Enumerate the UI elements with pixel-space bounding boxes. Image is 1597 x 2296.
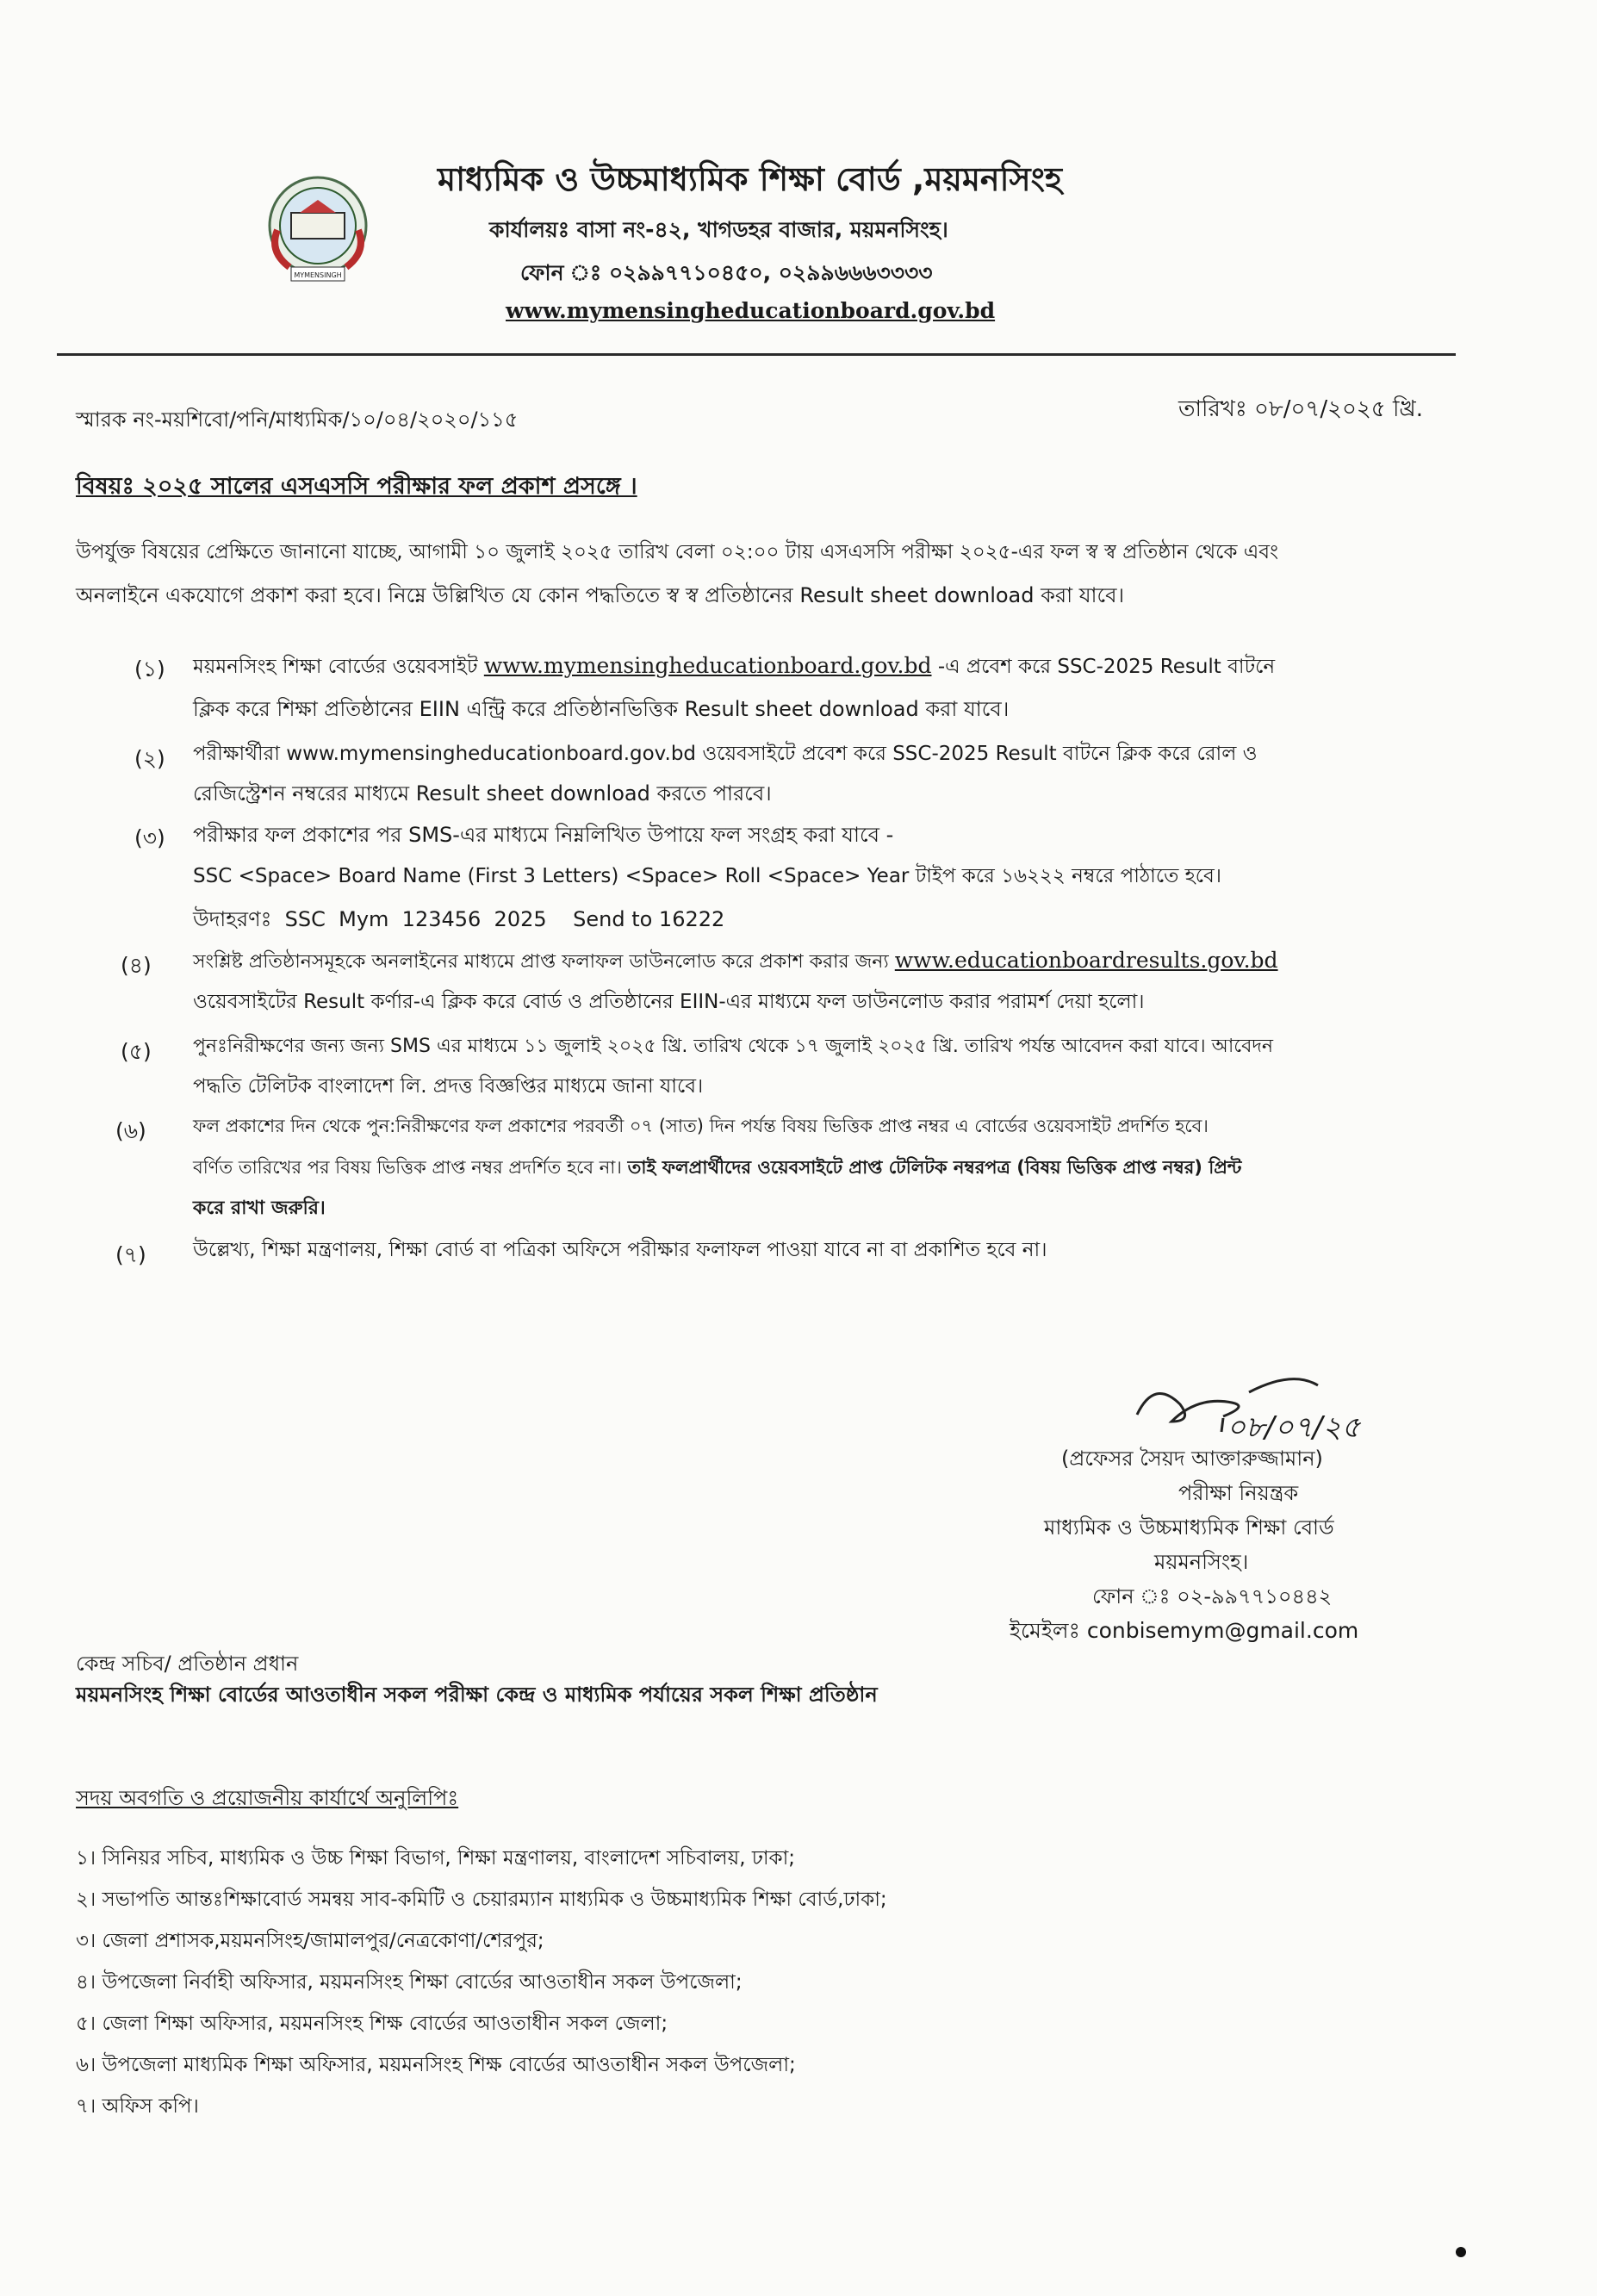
item-1-text-post: -এ প্রবেশ করে SSC-2025 Result বাটনে [937, 656, 1276, 678]
copy-item: ৩। জেলা প্রশাসক,ময়মনসিংহ/জামালপুর/নেত্রকোণা/শেরপুর; [76, 1930, 544, 1952]
copy-item: ২। সভাপতি আন্তঃশিক্ষাবোর্ড সমন্বয় সাব-কমিটি ও চেয়ারম্যান মাধ্যমিক ও উচ্চমাধ্যমিক শিক্ষা বোর্ড,ঢাকা; [76, 1888, 887, 1911]
board-website-link[interactable]: www.mymensingheducationboard.gov.bd [506, 298, 996, 323]
signatory-office: মাধ্যমিক ও উচ্চমাধ্যমিক শিক্ষা বোর্ড [1044, 1515, 1334, 1540]
item-6-text: বর্ণিত তারিখের পর বিষয় ভিত্তিক প্রাপ্ত নম্বর প্রদর্শিত হবে না। [193, 1157, 622, 1178]
copy-heading: সদয় অবগতি ও প্রয়োজনীয় কার্যার্থে অনুলিপিঃ [76, 1786, 459, 1810]
item-7-line-1: উল্লেখ্য, শিক্ষা মন্ত্রণালয়, শিক্ষা বোর্ড বা পত্রিকা অফিসে পরীক্ষার ফলাফল পাওয়া যাবে না বা প্রকাশিত হবে না। [193, 1239, 1047, 1261]
signatory-phone: ফোন ঃ ০২-৯৯৭৭১০৪৪২ [1092, 1584, 1333, 1608]
recipient-line-1: কেন্দ্র সচিব/ প্রতিষ্ঠান প্রধান [76, 1652, 299, 1676]
item-6-emphasis: তাই ফলপ্রার্থীদের ওয়েবসাইটে প্রাপ্ত টেলিটক নম্বরপত্র (বিষয় ভিত্তিক প্রাপ্ত নম্বর) প্রিন্ট [627, 1157, 1242, 1178]
intro-line-2: অনলাইনে একযোগে প্রকাশ করা হবে। নিম্নে উল্লিখিত যে কোন পদ্ধতিতে স্ব স্ব প্রতিষ্ঠানের Result sheet download করা যাবে। [76, 583, 1125, 607]
item-3-line-2: SSC <Space> Board Name (First 3 Letters) <Space> Roll <Space> Year টাইপ করে ১৬২২২ নম্বরে পাঠাতে হবে। [193, 865, 1222, 887]
results-website-link[interactable]: www.educationboardresults.gov.bd [894, 948, 1278, 973]
item-1-line-2: ক্লিক করে শিক্ষা প্রতিষ্ঠানের EIIN এন্ট্রি করে প্রতিষ্ঠানভিত্তিক Result sheet download করা যাবে। [193, 697, 1010, 721]
item-3-line-1: পরীক্ষার ফল প্রকাশের পর SMS-এর মাধ্যমে নিম্নলিখিত উপায়ে ফল সংগ্রহ করা যাবে - [193, 823, 894, 847]
header-divider [57, 353, 1456, 356]
item-5-line-2: পদ্ধতি টেলিটক বাংলাদেশ লি. প্রদত্ত বিজ্ঞপ্তির মাধ্যমে জানা যাবে। [193, 1075, 704, 1098]
board-website-link-inline[interactable]: www.mymensingheducationboard.gov.bd [483, 653, 932, 678]
signatory-designation: পরীক্ষা নিয়ন্ত্রক [1178, 1481, 1299, 1505]
letter-subject: বিষয়ঃ ২০২৫ সালের এসএসসি পরীক্ষার ফল প্রকাশ প্রসঙ্গে । [76, 473, 637, 500]
item-number: (৭) [115, 1242, 146, 1267]
item-6-line-3: করে রাখা জরুরি। [193, 1198, 326, 1219]
copy-item: ৭। অফিস কপি। [76, 2095, 199, 2118]
board-address: কার্যালয়ঃ বাসা নং-৪২, খাগডহর বাজার, ময়মনসিংহ। [489, 217, 948, 242]
copy-item: ৫। জেলা শিক্ষা অফিসার, ময়মনসিংহ শিক্ষ বোর্ডের আওতাধীন সকল জেলা; [76, 2013, 668, 2035]
item-number: (২) [134, 746, 165, 771]
copy-item: ১। সিনিয়র সচিব, মাধ্যমিক ও উচ্চ শিক্ষা বিভাগ, শিক্ষা মন্ত্রণালয়, বাংলাদেশ সচিবালয়, ঢাকা; [76, 1847, 796, 1870]
item-4-line-1 [193, 946, 1278, 977]
memo-date: তারিখঃ ০৮/০৭/২০২৫ খ্রি. [1178, 396, 1423, 422]
item-number: (৫) [121, 1039, 152, 1064]
item-number: (১) [134, 656, 165, 681]
item-1-line-1 [193, 651, 1275, 681]
item-3-line-3: উদাহরণঃ SSC Mym 123456 2025 Send to 16222 [193, 907, 725, 931]
item-6-line-2 [193, 1153, 1241, 1182]
recipient-line-2: ময়মনসিংহ শিক্ষা বোর্ডের আওতাধীন সকল পরীক্ষা কেন্দ্র ও মাধ্যমিক পর্যায়ের সকল শিক্ষা প্রতিষ্ঠান [76, 1683, 878, 1707]
board-phone: ফোন ঃ ০২৯৯৭৭১০৪৫০, ০২৯৯৬৬৬৩৩৩৩ [520, 260, 933, 285]
signatory-name: (প্রফেসর সৈয়দ আক্তারুজ্জামান) [1061, 1447, 1323, 1471]
signature-date: ০৮/০৭/২৫ [1227, 1410, 1361, 1445]
page-dot-mark [1456, 2247, 1466, 2257]
copy-item: ৬। উপজেলা মাধ্যমিক শিক্ষা অফিসার, ময়মনসিংহ শিক্ষ বোর্ডের আওতাধীন সকল উপজেলা; [76, 2054, 796, 2076]
item-4-text: সংশ্লিষ্ট প্রতিষ্ঠানসমূহকে অনলাইনের মাধ্যমে প্রাপ্ত ফলাফল ডাউনলোড করে প্রকাশ করার জন্য [193, 951, 889, 973]
signatory-city: ময়মনসিংহ। [1154, 1550, 1249, 1574]
board-title: মাধ্যমিক ও উচ্চমাধ্যমিক শিক্ষা বোর্ড ,ময়মনসিংহ [438, 160, 1062, 198]
item-4-line-2: ওয়েবসাইটের Result কর্ণার-এ ক্লিক করে বোর্ড ও প্রতিষ্ঠানের EIIN-এর মাধ্যমে ফল ডাউনলোড করার পরামর্শ দেয়া হলো। [193, 991, 1145, 1013]
seal-caption: MYMENSINGH [294, 271, 342, 279]
item-number: (৩) [134, 825, 165, 850]
item-number: (৪) [121, 953, 152, 978]
memo-reference: স্মারক নং-ময়শিবো/পনি/মাধ্যমিক/১০/০৪/২০২০/১১৫ [76, 408, 519, 432]
intro-line-1: উপর্যুক্ত বিষয়ের প্রেক্ষিতে জানানো যাচ্ছে, আগামী ১০ জুলাই ২০২৫ তারিখ বেলা ০২:০০ টায় এসএসসি পরীক্ষা ২০২৫-এর ফল স্ব স্ব প্রতিষ্ঠান থেকে এবং [76, 541, 1278, 563]
board-seal [265, 165, 370, 295]
item-number: (৬) [115, 1118, 146, 1143]
item-2-line-2: রেজিস্ট্রেশন নম্বরের মাধ্যমে Result sheet download করতে পারবে। [193, 781, 772, 806]
item-6-line-1: ফল প্রকাশের দিন থেকে পুন:নিরীক্ষণের ফল প্রকাশের পরবর্তী ০৭ (সাত) দিন পর্যন্ত বিষয় ভিত্তিক প্রাপ্ত নম্বর এ বোর্ডের ওয়েবসাইট প্রদর্শিত হবে। [193, 1116, 1209, 1136]
copy-item: ৪। উপজেলা নির্বাহী অফিসার, ময়মনসিংহ শিক্ষা বোর্ডের আওতাধীন সকল উপজেলা; [76, 1971, 743, 1994]
item-5-line-1: পুনঃনিরীক্ষণের জন্য জন্য SMS এর মাধ্যমে ১১ জুলাই ২০২৫ খ্রি. তারিখ থেকে ১৭ জুলাই ২০২৫ খ্রি. তারিখ পর্যন্ত আবেদন করা যাবে। আবেদন [193, 1036, 1274, 1057]
signatory-email[interactable]: ইমেইলঃ conbisemym@gmail.com [1010, 1618, 1359, 1643]
item-1-text: ময়মনসিংহ শিক্ষা বোর্ডের ওয়েবসাইট [193, 656, 478, 678]
item-2-line-1: পরীক্ষার্থীরা www.mymensingheducationboard.gov.bd ওয়েবসাইটে প্রবেশ করে SSC-2025 Result বাটনে ক্লিক করে রোল ও [193, 743, 1258, 765]
